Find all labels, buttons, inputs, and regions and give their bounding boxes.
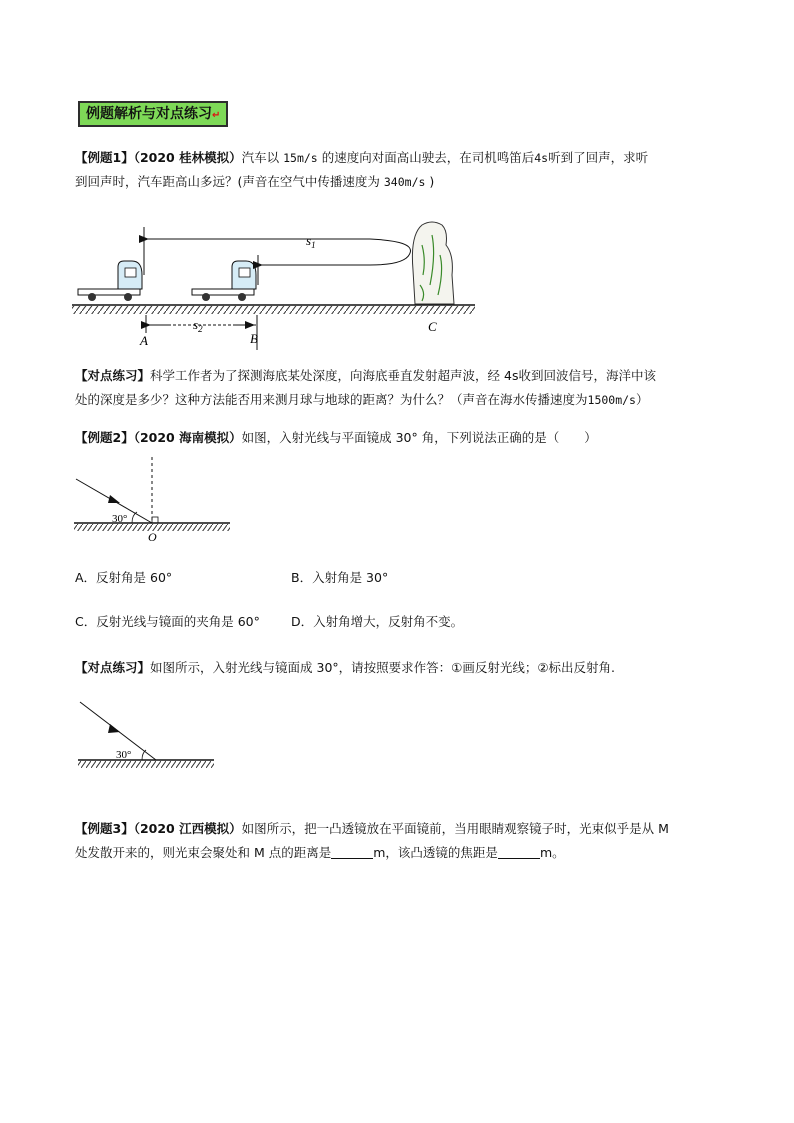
practice-1-time: 4s [504,368,519,383]
section-title [78,101,228,127]
example-3-line2-b: ，该凸透镜的焦距是 [385,845,498,860]
example-3-text [75,817,725,865]
practice-1-text-b: 收到回波信号，海洋中该 [518,368,656,383]
example-3-unit-2: m。 [539,845,565,860]
option-c[interactable]: C．反射光线与镜面的夹角是 60° [75,614,260,629]
mirror-diagram-2 [76,698,216,778]
s1-label: $s_1$ [306,233,316,250]
option-b[interactable]: B．入射角是 30° [291,570,389,585]
example-1-time: 4s [534,151,549,165]
practice-1-line2-b: ） [635,392,649,407]
example-3-tag: 【例题3】 [75,821,134,836]
practice-1-tag: 【对点练习】 [75,368,151,383]
example-1-tag: 【例题1】 [75,150,134,165]
example-3-unit-1: m [373,845,386,860]
example-2-question: 如图，入射光线与平面镜成 30° 角，下列说法正确的是（ ） [241,430,597,445]
car-echo-diagram [70,215,480,355]
example-1-text-a: 汽车以 [241,150,280,165]
practice-2-text [75,656,725,680]
example-1-sound-speed: 340m/s [383,175,426,189]
mirror-diagram-1 [72,455,237,545]
point-c-label: C [428,319,437,334]
example-1-source: （2020 桂林模拟） [133,150,242,165]
example-1-text-b: 的速度向对面高山驶去，在司机鸣笛后 [321,150,535,165]
practice-1-speed: 1500m/s [587,393,636,407]
practice-1-text-a: 科学工作者为了探测海底某处深度，向海底垂直发射超声波，经 [150,368,501,383]
option-a[interactable]: A．反射角是 60° [75,570,173,585]
example-3-line2-a: 处发散开来的，则光束会聚处和 M 点的距离是 [75,845,332,860]
example-1-line2-a: 到回声时，汽车距高山多远？(声音在空气中传播速度为 [75,174,380,189]
example-1-speed: 15m/s [283,151,318,165]
section-title-mark: ↵ [212,110,221,121]
practice-2-tag: 【对点练习】 [75,660,151,675]
example-2-text [75,426,725,450]
car-1 [78,261,142,301]
mountain [412,222,454,304]
example-1-line2-b: ) [429,174,435,189]
practice-1-line2-a: 处的深度是多少？这种方法能否用来测月球与地球的距离？为什么？（声音在海水传播速度为 [75,392,588,407]
practice-2-question: 如图所示，入射光线与镜面成 30°，请按照要求作答：①画反射光线；②标出反射角. [150,660,616,675]
answer-blank-2[interactable] [498,844,540,859]
section-title-text: 例题解析与对点练习 [86,106,212,122]
angle-label-2: 30° [116,749,132,761]
example-3-source: （2020 江西模拟） [133,821,242,836]
practice-1-text [75,364,725,412]
example-1-text [75,146,725,194]
s2-label: $s_2$ [193,317,203,334]
example-1-text-c: 听到了回声，求听 [548,150,649,165]
point-o-label: O [148,530,157,544]
option-d[interactable]: D．入射角增大，反射角不变。 [291,614,464,629]
ground-hatch [72,306,475,314]
example-3-text-a: 如图所示，把一凸透镜放在平面镜前，当用眼睛观察镜子时，光束似乎是从 M [241,821,669,836]
point-a-label: A [140,333,148,348]
car-2 [192,261,256,301]
example-2-source: （2020 海南模拟） [133,430,242,445]
answer-blank-1[interactable] [331,844,373,859]
angle-label-1: 30° [112,513,128,525]
point-b-label: B [250,331,258,346]
example-2-tag: 【例题2】 [75,430,134,445]
